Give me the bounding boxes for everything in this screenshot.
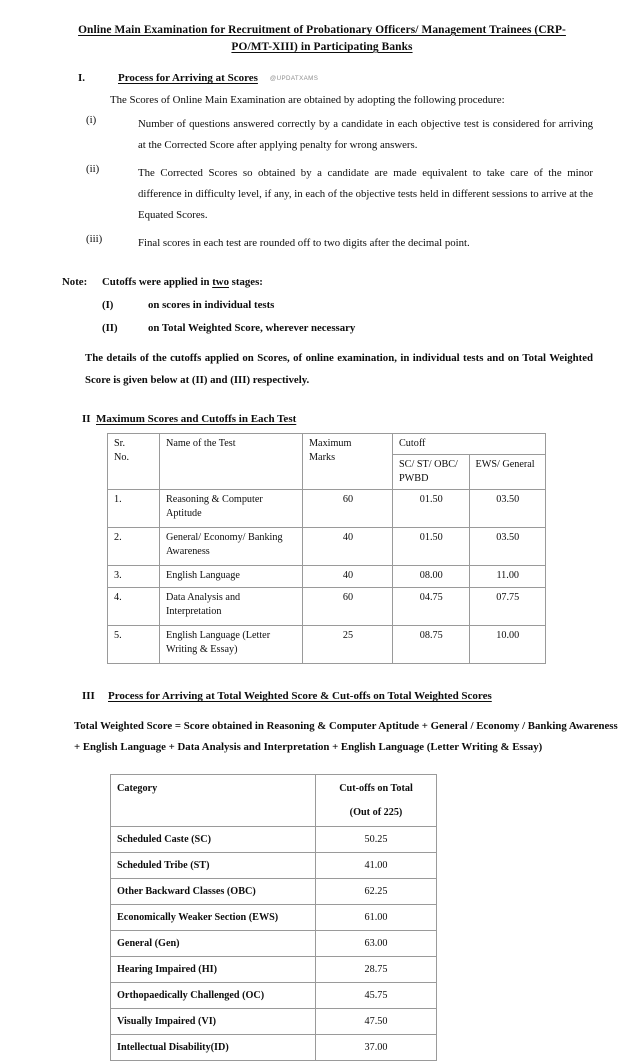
- table-row: [111, 1035, 437, 1061]
- cell-cutoff: 63.00: [316, 931, 437, 957]
- cell-cutoff: 61.00: [316, 905, 437, 931]
- table-row: [111, 1009, 437, 1035]
- cell-test-name: Data Analysis and Interpretation: [160, 588, 303, 626]
- section-three-title: Process for Arriving at Total Weighted Score & Cut-offs on Total Weighted Scores: [108, 690, 492, 702]
- section-one-number: I.: [78, 72, 86, 84]
- cell-cutoff-general: 11.00: [469, 566, 546, 588]
- cell-test-name: General/ Economy/ Banking Awareness: [160, 528, 303, 566]
- cell-cutoff-reserved: 08.00: [393, 566, 470, 588]
- cell-maximum-marks: 40: [303, 528, 393, 566]
- header-max-line-1: Maximum: [309, 438, 352, 449]
- list-item-text: Final scores in each test are rounded off to two digits after the decimal point.: [138, 237, 470, 249]
- table-row: [108, 490, 546, 528]
- list-item: [0, 233, 640, 254]
- cell-cutoff: 37.00: [316, 1035, 437, 1061]
- cell-maximum-marks: 60: [303, 490, 393, 528]
- header-cutoff-line-1: Cut-offs on Total: [339, 783, 413, 794]
- note-stage-text: on Total Weighted Score, wherever necessary: [148, 322, 356, 334]
- cell-test-name: English Language: [160, 566, 303, 588]
- note-heading: [0, 276, 640, 288]
- note-block: [0, 276, 640, 391]
- cell-category: Scheduled Tribe (ST): [111, 853, 316, 879]
- cell-cutoff-general: 07.75: [469, 588, 546, 626]
- table-row: [108, 566, 546, 588]
- cell-cutoff: 50.25: [316, 827, 437, 853]
- note-heading-text: [102, 276, 263, 288]
- list-item-text: Number of questions answered correctly by a candidate in each objective test is considered for arriving at the Corrected Score after applying penalty for wrong answers.: [138, 118, 593, 151]
- section-two-title: Maximum Scores and Cutoffs in Each Test: [96, 413, 297, 425]
- cell-cutoff: 41.00: [316, 853, 437, 879]
- cell-category: Intellectual Disability(ID): [111, 1035, 316, 1061]
- cell-test-name: Reasoning & Computer Aptitude: [160, 490, 303, 528]
- list-item-marker: (i): [86, 114, 97, 126]
- cell-maximum-marks: 60: [303, 588, 393, 626]
- note-stage-marker: (I): [102, 299, 114, 311]
- cell-sr-no: 2.: [108, 528, 160, 566]
- header-cutoff-line-2: (Out of 225): [349, 807, 403, 818]
- table-row: [108, 626, 546, 664]
- table-row: [108, 528, 546, 566]
- scores-table-head: [108, 434, 546, 490]
- header-maximum-marks: [303, 434, 393, 490]
- cell-cutoff-reserved: 08.75: [393, 626, 470, 664]
- note-heading-after: stages:: [228, 276, 263, 288]
- section-one-heading: [0, 72, 640, 84]
- cell-cutoff-reserved: 04.75: [393, 588, 470, 626]
- cell-sr-no: 1.: [108, 490, 160, 528]
- document-title-line-2: PO/MT-XIII) in Participating Banks: [231, 41, 413, 53]
- note-stage-text: on scores in individual tests: [148, 299, 275, 311]
- header-sr-line-2: No.: [114, 452, 129, 463]
- header-sr-no: [108, 434, 160, 490]
- section-three-heading: [0, 690, 640, 702]
- note-heading-before: Cutoffs were applied in: [102, 276, 213, 288]
- header-test-name: Name of the Test: [160, 434, 303, 490]
- cutoff-table-body: [111, 827, 437, 1061]
- header-cutoff-reserved: SC/ ST/ OBC/ PWBD: [393, 455, 470, 490]
- section-one-title: Process for Arriving at Scores: [118, 72, 258, 84]
- cell-category: Hearing Impaired (HI): [111, 957, 316, 983]
- cell-sr-no: 3.: [108, 566, 160, 588]
- cell-cutoff: 47.50: [316, 1009, 437, 1035]
- note-stage-item: [0, 299, 640, 311]
- cutoff-table-head: [111, 775, 437, 827]
- note-stage-marker: (II): [102, 322, 118, 334]
- table-row: [111, 957, 437, 983]
- scores-table-body: [108, 490, 546, 664]
- note-paragraph: The details of the cutoffs applied on Scores, of online examination, in individual tests and on Total Weighted Score is given below at (II) and (III) respectively.: [85, 352, 593, 386]
- header-cutoff-total: [316, 775, 437, 827]
- section-two-number: II: [82, 413, 91, 425]
- header-cutoff-group: Cutoff: [393, 434, 546, 455]
- cell-category: General (Gen): [111, 931, 316, 957]
- document-page: [0, 22, 640, 1053]
- cell-cutoff: 28.75: [316, 957, 437, 983]
- total-weighted-score-formula: Total Weighted Score = Score obtained in Reasoning & Computer Aptitude + General / Economy / Banking Awareness + English Language + Data Analysis and Interpretation + English Language (Letter Writing & Essay): [74, 720, 618, 753]
- document-title-line-1: Online Main Examination for Recruitment of Probationary Officers/ Management Trainees (CRP-: [78, 24, 566, 36]
- list-item: [0, 114, 640, 156]
- cell-sr-no: 5.: [108, 626, 160, 664]
- cell-category: Visually Impaired (VI): [111, 1009, 316, 1035]
- table-row: [111, 983, 437, 1009]
- table-row: [111, 879, 437, 905]
- table-header-row: [108, 434, 546, 455]
- cell-maximum-marks: 40: [303, 566, 393, 588]
- header-cutoff-general: EWS/ General: [469, 455, 546, 490]
- list-item-marker: (iii): [86, 233, 103, 245]
- table-header-row: [111, 775, 437, 827]
- cell-category: Economically Weaker Section (EWS): [111, 905, 316, 931]
- note-label: Note:: [62, 276, 88, 288]
- note-heading-emphasis: two: [212, 276, 229, 288]
- section-one-intro: The Scores of Online Main Examination are obtained by adopting the following procedure:: [110, 94, 505, 106]
- cell-cutoff-general: 03.50: [469, 490, 546, 528]
- document-title: [62, 22, 582, 56]
- cell-cutoff-reserved: 01.50: [393, 528, 470, 566]
- cell-cutoff-general: 10.00: [469, 626, 546, 664]
- table-row: [111, 827, 437, 853]
- cell-cutoff-general: 03.50: [469, 528, 546, 566]
- maximum-scores-table: [107, 433, 546, 664]
- cell-maximum-marks: 25: [303, 626, 393, 664]
- table-row: [108, 588, 546, 626]
- header-sr-line-1: Sr.: [114, 438, 126, 449]
- cell-category: Orthopaedically Challenged (OC): [111, 983, 316, 1009]
- list-item-marker: (ii): [86, 163, 100, 175]
- section-two-heading: [0, 413, 640, 425]
- cell-sr-no: 4.: [108, 588, 160, 626]
- watermark-handle: @UPDATXAMS: [269, 75, 319, 82]
- section-one-item-list: [0, 114, 640, 254]
- note-stage-item: [0, 322, 640, 334]
- header-max-line-2: Marks: [309, 452, 336, 463]
- table-row: [111, 905, 437, 931]
- table-row: [111, 931, 437, 957]
- list-item: [0, 163, 640, 226]
- cell-cutoff: 45.75: [316, 983, 437, 1009]
- section-three-number: III: [82, 690, 95, 702]
- table-row: [111, 853, 437, 879]
- cell-category: Other Backward Classes (OBC): [111, 879, 316, 905]
- cell-category: Scheduled Caste (SC): [111, 827, 316, 853]
- cell-cutoff-reserved: 01.50: [393, 490, 470, 528]
- list-item-text: The Corrected Scores so obtained by a candidate are made equivalent to take care of the minor difference in difficulty level, if any, in each of the objective tests held in different sessions to arrive at the Equated Scores.: [138, 167, 593, 221]
- cell-test-name: English Language (Letter Writing & Essay): [160, 626, 303, 664]
- header-category: Category: [111, 775, 316, 827]
- total-weighted-cutoff-table: [110, 774, 437, 1061]
- cell-cutoff: 62.25: [316, 879, 437, 905]
